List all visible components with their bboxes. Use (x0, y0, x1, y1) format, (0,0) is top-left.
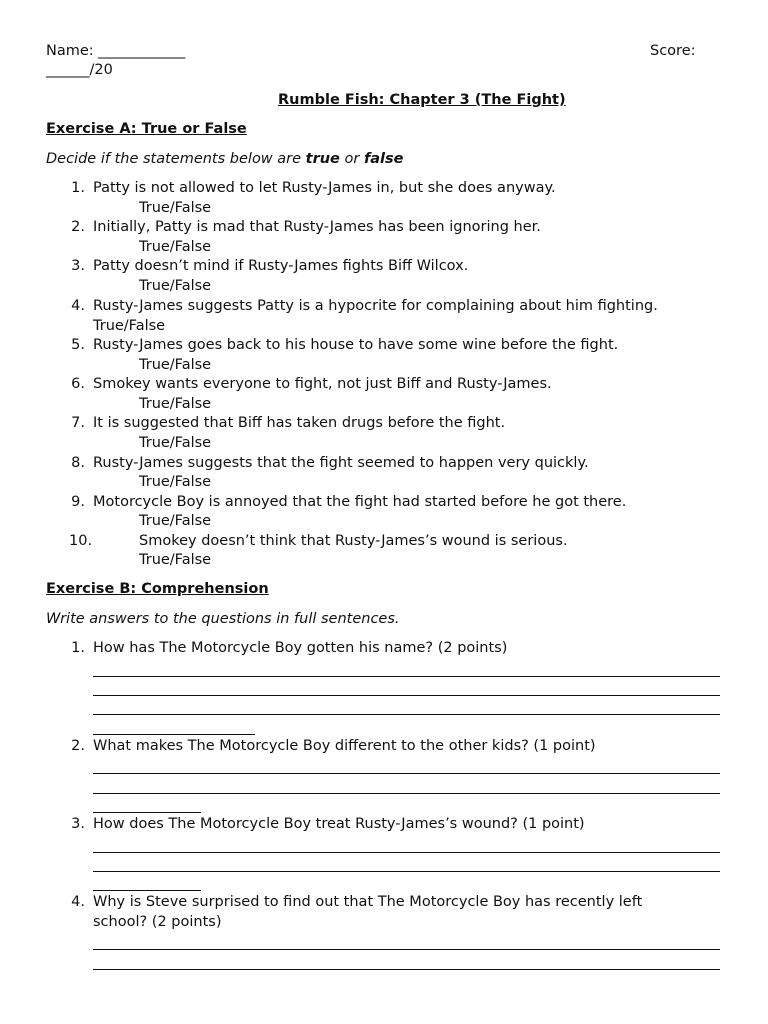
answer-line[interactable] (93, 773, 720, 774)
instruction-prefix: Decide if the statements below are (46, 151, 306, 167)
item-number: 1. (71, 180, 85, 196)
item-number: 6. (71, 376, 85, 392)
question-number: 4. (71, 894, 85, 910)
item-statement: Initially, Patty is mad that Rusty-James has been ignoring her. (93, 219, 541, 235)
true-false-answer: True/False (139, 357, 212, 373)
item-statement: Smokey wants everyone to fight, not just Biff and Rusty-James. (93, 376, 552, 392)
answer-line[interactable] (93, 852, 720, 853)
item-number: 8. (71, 455, 85, 471)
true-false-answer: True/False (139, 200, 212, 216)
item-number: 4. (71, 298, 85, 314)
score-value: ______/20 (46, 62, 113, 78)
item-number: 2. (71, 219, 85, 235)
name-field-label: Name: ____________ (46, 43, 186, 59)
exercise-a-instruction (46, 151, 404, 167)
answer-line[interactable] (93, 969, 720, 970)
question-number: 2. (71, 738, 85, 754)
true-false-answer: True/False (139, 396, 212, 412)
question-text: Why is Steve surprised to find out that The Motorcycle Boy has recently left (93, 894, 643, 910)
answer-line[interactable] (93, 890, 201, 891)
item-statement: Rusty-James suggests Patty is a hypocrite for complaining about him fighting. (93, 298, 658, 314)
item-number: 7. (71, 415, 85, 431)
answer-line[interactable] (93, 812, 201, 813)
answer-line[interactable] (93, 793, 720, 794)
instruction-or: or (339, 151, 364, 167)
answer-line[interactable] (93, 676, 720, 677)
item-number: 9. (71, 494, 85, 510)
item-statement: Motorcycle Boy is annoyed that the fight had started before he got there. (93, 494, 627, 510)
question-number: 3. (71, 816, 85, 832)
question-text: What makes The Motorcycle Boy different to the other kids? (1 point) (93, 738, 596, 754)
question-text-continued: school? (2 points) (93, 914, 222, 930)
true-false-answer: True/False (139, 278, 212, 294)
item-statement: Patty doesn’t mind if Rusty-James fights Biff Wilcox. (93, 258, 469, 274)
answer-line[interactable] (93, 949, 720, 950)
true-false-answer: True/False (139, 552, 212, 568)
true-false-answer: True/False (139, 513, 212, 529)
true-false-answer: True/False (139, 474, 212, 490)
item-number: 3. (71, 258, 85, 274)
true-false-answer: True/False (139, 239, 212, 255)
true-false-answer: True/False (139, 435, 212, 451)
exercise-b-heading: Exercise B: Comprehension (46, 581, 269, 597)
instruction-false: false (363, 151, 404, 167)
item-statement: Patty is not allowed to let Rusty-James in, but she does anyway. (93, 180, 556, 196)
instruction-true: true (305, 151, 340, 167)
answer-line[interactable] (93, 714, 720, 715)
true-false-answer: True/False (93, 318, 166, 334)
answer-line[interactable] (93, 695, 720, 696)
item-statement: Smokey doesn’t think that Rusty-James’s wound is serious. (139, 533, 568, 549)
item-number: 10. (69, 533, 93, 549)
exercise-b-instruction: Write answers to the questions in full sentences. (46, 611, 400, 627)
question-text: How has The Motorcycle Boy gotten his name? (2 points) (93, 640, 508, 656)
score-label: Score: (650, 43, 696, 59)
item-statement: It is suggested that Biff has taken drugs before the fight. (93, 415, 506, 431)
answer-line[interactable] (93, 734, 255, 735)
item-statement: Rusty-James goes back to his house to have some wine before the fight. (93, 337, 619, 353)
exercise-a-heading: Exercise A: True or False (46, 121, 247, 137)
question-text: How does The Motorcycle Boy treat Rusty-James’s wound? (1 point) (93, 816, 585, 832)
answer-line[interactable] (93, 871, 720, 872)
item-statement: Rusty-James suggests that the fight seemed to happen very quickly. (93, 455, 589, 471)
item-number: 5. (71, 337, 85, 353)
page-title: Rumble Fish: Chapter 3 (The Fight) (278, 92, 566, 108)
question-number: 1. (71, 640, 85, 656)
